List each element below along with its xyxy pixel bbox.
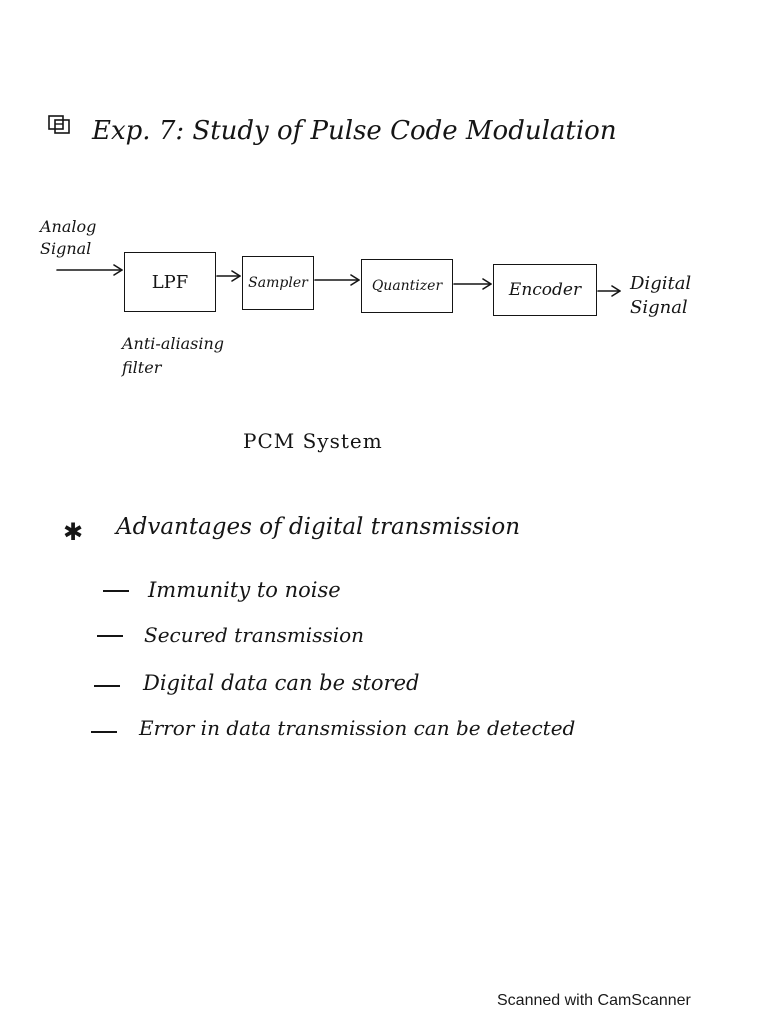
digital-signal-label: Digital Signal: [630, 273, 692, 318]
list-item: Secured transmission: [144, 623, 365, 647]
anti-aliasing-note: Anti-aliasing filter: [122, 334, 224, 377]
lpf-block: LPF: [124, 252, 216, 312]
analog-signal-label: Analog Signal: [40, 217, 97, 258]
list-dash: [103, 590, 129, 592]
list-dash: [94, 685, 120, 687]
asterisk-icon: ✱: [63, 518, 84, 546]
list-item: Immunity to noise: [148, 578, 341, 602]
list-item: Digital data can be stored: [143, 671, 420, 695]
page-title: Exp. 7: Study of Pulse Code Modulation: [92, 116, 617, 146]
boxed-grid-icon: [48, 114, 70, 134]
encoder-block: Encoder: [493, 264, 597, 316]
list-dash: [97, 635, 123, 637]
advantages-heading: Advantages of digital transmission: [116, 514, 521, 540]
list-dash: [91, 731, 117, 733]
list-item: Error in data transmission can be detected: [139, 716, 576, 740]
sampler-block: Sampler: [242, 256, 314, 310]
diagram-caption: PCM System: [243, 429, 383, 453]
quantizer-block: Quantizer: [361, 259, 453, 313]
scanner-watermark: Scanned with CamScanner: [497, 992, 691, 1009]
